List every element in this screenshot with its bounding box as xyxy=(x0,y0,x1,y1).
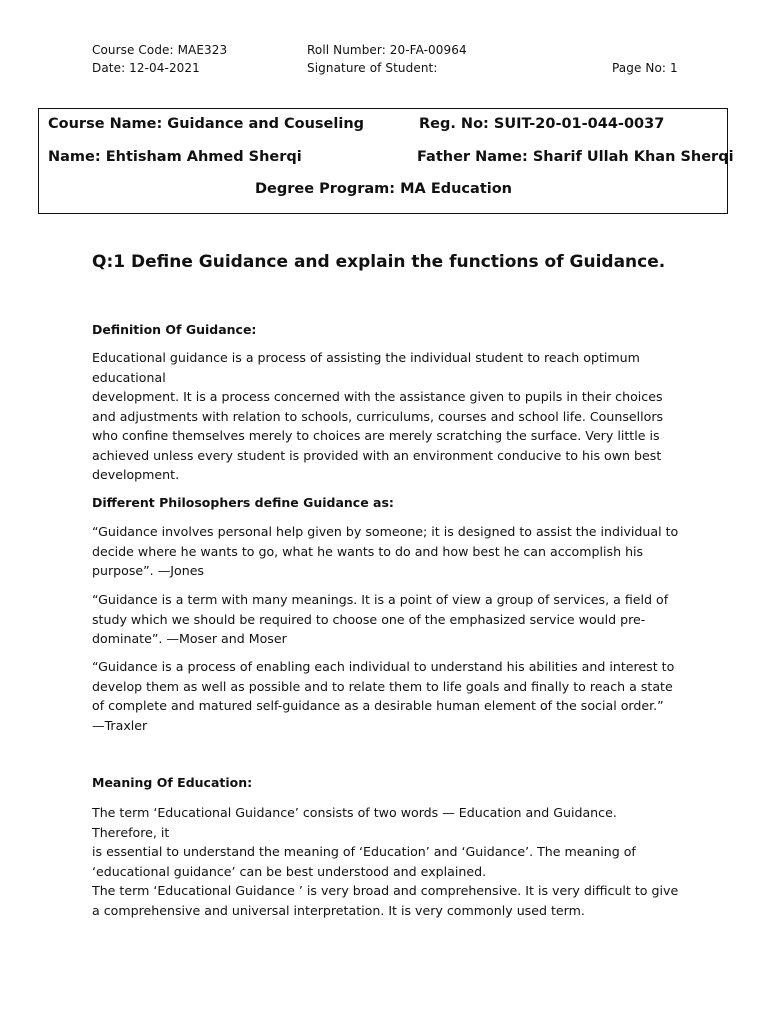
paragraph-line: study which we should be required to choose one of the emphasized service would pre- xyxy=(92,611,646,627)
paragraph-line: decide where he wants to go, what he wants to do and how best he can accomplish his xyxy=(92,543,644,559)
paragraph-line: develop them as well as possible and to relate them to life goals and finally to reach a state xyxy=(92,678,673,694)
meaning-heading: Meaning Of Education: xyxy=(92,775,253,790)
father-name: Father Name: Sharif Ullah Khan Sherqi xyxy=(417,149,734,165)
definition-heading: Definition Of Guidance: xyxy=(92,322,257,337)
degree-program: Degree Program: MA Education xyxy=(255,181,512,197)
meaning-paragraph xyxy=(92,803,692,920)
page-number: Page No: 1 xyxy=(612,61,678,75)
paragraph-line: ‘educational guidance’ can be best understood and explained. xyxy=(92,863,487,879)
paragraph-line: of complete and matured self-guidance as a desirable human element of the social order.” xyxy=(92,698,664,713)
paragraph-line: is essential to understand the meaning of ‘Education’ and ‘Guidance’. The meaning of xyxy=(92,844,636,859)
quote-jones xyxy=(92,522,692,581)
registration-number: Reg. No: SUIT-20-01-044-0037 xyxy=(419,116,665,132)
student-name: Name: Ehtisham Ahmed Sherqi xyxy=(48,149,302,165)
question-title: Q:1 Define Guidance and explain the functions of Guidance. xyxy=(92,252,666,272)
roll-number: Roll Number: 20-FA-00964 xyxy=(307,43,467,57)
paragraph-line: purpose”. —Jones xyxy=(92,563,204,578)
quote-moser xyxy=(92,590,692,649)
quote-traxler xyxy=(92,657,692,735)
paragraph-line: —Traxler xyxy=(92,717,148,733)
student-info-box xyxy=(38,108,734,214)
definition-paragraph xyxy=(92,348,692,485)
paragraph-line: Therefore, it xyxy=(92,824,170,840)
paragraph-line: educational xyxy=(92,369,166,385)
course-code: Course Code: MAE323 xyxy=(92,43,228,57)
date: Date: 12-04-2021 xyxy=(92,61,200,75)
paragraph-line: The term ‘Educational Guidance ’ is very broad and comprehensive. It is very difficult to give xyxy=(92,883,679,898)
paragraph-line: “Guidance is a process of enabling each individual to understand his abilities and interest to xyxy=(92,659,675,674)
philosophers-heading: Different Philosophers define Guidance as: xyxy=(92,495,394,510)
paragraph-line: dominate”. —Moser and Moser xyxy=(92,631,287,646)
paragraph-line: Educational guidance is a process of assisting the individual student to reach optimum xyxy=(92,350,640,365)
signature-label: Signature of Student: xyxy=(307,61,438,75)
paragraph-line: The term ‘Educational Guidance’ consists of two words — Education and Guidance. xyxy=(92,805,617,820)
paragraph-line: achieved unless every student is provided with an environment conducive to his own best xyxy=(92,447,662,463)
paragraph-line: “Guidance is a term with many meanings. It is a point of view a group of services, a field of xyxy=(92,592,669,607)
paragraph-line: and adjustments with relation to schools, curriculums, courses and school life. Counsellors xyxy=(92,408,664,424)
course-name: Course Name: Guidance and Couseling xyxy=(48,116,365,132)
paragraph-line: a comprehensive and universal interpretation. It is very commonly used term. xyxy=(92,902,585,918)
paragraph-line: “Guidance involves personal help given by someone; it is designed to assist the individual to xyxy=(92,524,679,539)
paragraph-line: development. xyxy=(92,467,180,482)
paragraph-line: who confine themselves merely to choices are merely scratching the surface. Very little is xyxy=(92,428,660,443)
paragraph-line: development. It is a process concerned with the assistance given to pupils in their choices xyxy=(92,389,663,404)
